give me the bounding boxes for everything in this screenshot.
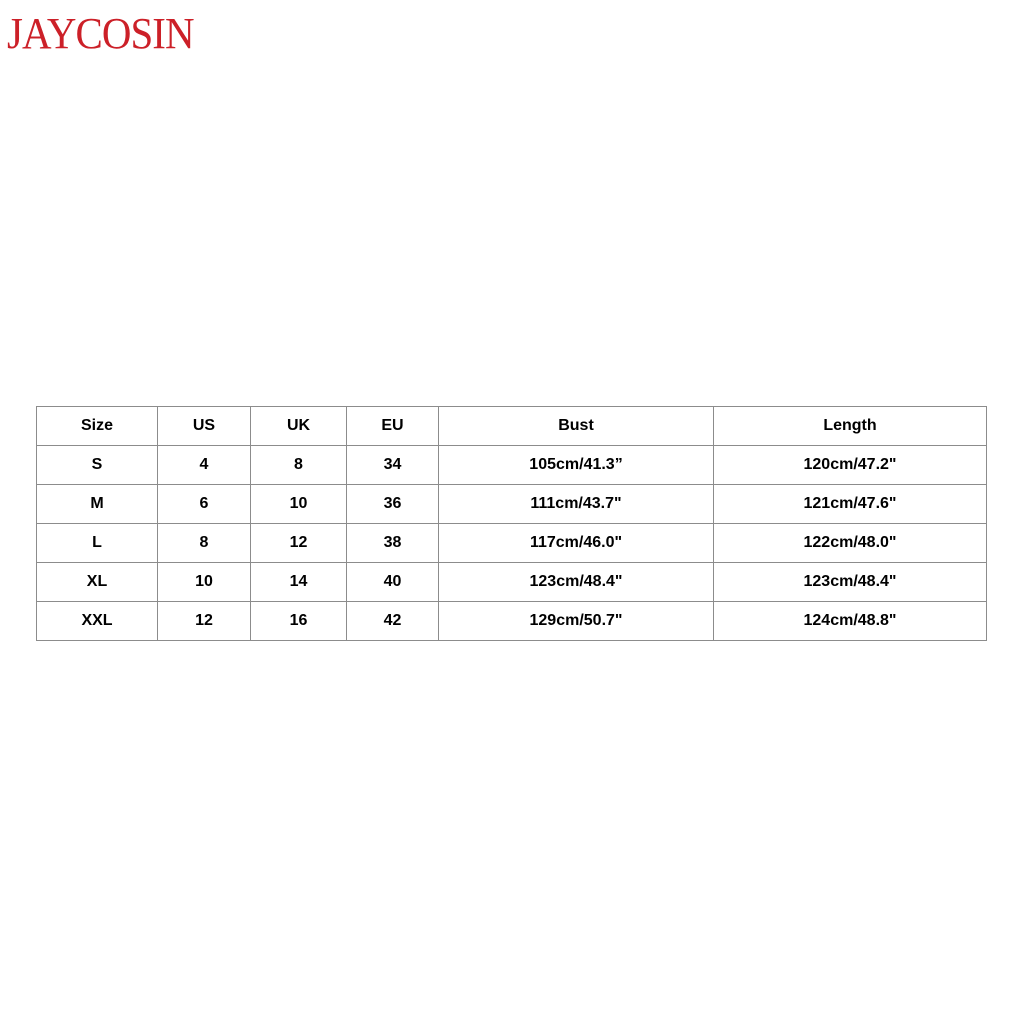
table-row (37, 485, 987, 524)
header-cell-length: Length (714, 407, 987, 446)
cell-length: 123cm/48.4" (714, 563, 987, 602)
cell-uk: 14 (251, 563, 347, 602)
header-cell-eu: EU (347, 407, 439, 446)
cell-size: XXL (37, 602, 158, 641)
cell-size: S (37, 446, 158, 485)
cell-length: 122cm/48.0" (714, 524, 987, 563)
cell-length: 121cm/47.6" (714, 485, 987, 524)
cell-eu: 38 (347, 524, 439, 563)
cell-bust: 105cm/41.3” (439, 446, 714, 485)
table-row (37, 446, 987, 485)
cell-length: 120cm/47.2" (714, 446, 987, 485)
table-row (37, 602, 987, 641)
cell-length: 124cm/48.8" (714, 602, 987, 641)
cell-us: 10 (158, 563, 251, 602)
cell-uk: 8 (251, 446, 347, 485)
cell-uk: 16 (251, 602, 347, 641)
table-row (37, 563, 987, 602)
cell-bust: 129cm/50.7" (439, 602, 714, 641)
table-header-row (37, 407, 987, 446)
size-chart-table (36, 406, 987, 641)
cell-us: 8 (158, 524, 251, 563)
header-cell-size: Size (37, 407, 158, 446)
cell-eu: 36 (347, 485, 439, 524)
cell-us: 6 (158, 485, 251, 524)
cell-eu: 34 (347, 446, 439, 485)
cell-eu: 40 (347, 563, 439, 602)
cell-bust: 123cm/48.4" (439, 563, 714, 602)
cell-size: L (37, 524, 158, 563)
cell-size: M (37, 485, 158, 524)
table-row (37, 524, 987, 563)
header-cell-bust: Bust (439, 407, 714, 446)
header-cell-uk: UK (251, 407, 347, 446)
cell-eu: 42 (347, 602, 439, 641)
cell-uk: 10 (251, 485, 347, 524)
cell-us: 12 (158, 602, 251, 641)
cell-bust: 117cm/46.0" (439, 524, 714, 563)
cell-us: 4 (158, 446, 251, 485)
header-cell-us: US (158, 407, 251, 446)
brand-logo: JAYCOSIN (7, 9, 194, 58)
cell-size: XL (37, 563, 158, 602)
cell-bust: 111cm/43.7" (439, 485, 714, 524)
cell-uk: 12 (251, 524, 347, 563)
